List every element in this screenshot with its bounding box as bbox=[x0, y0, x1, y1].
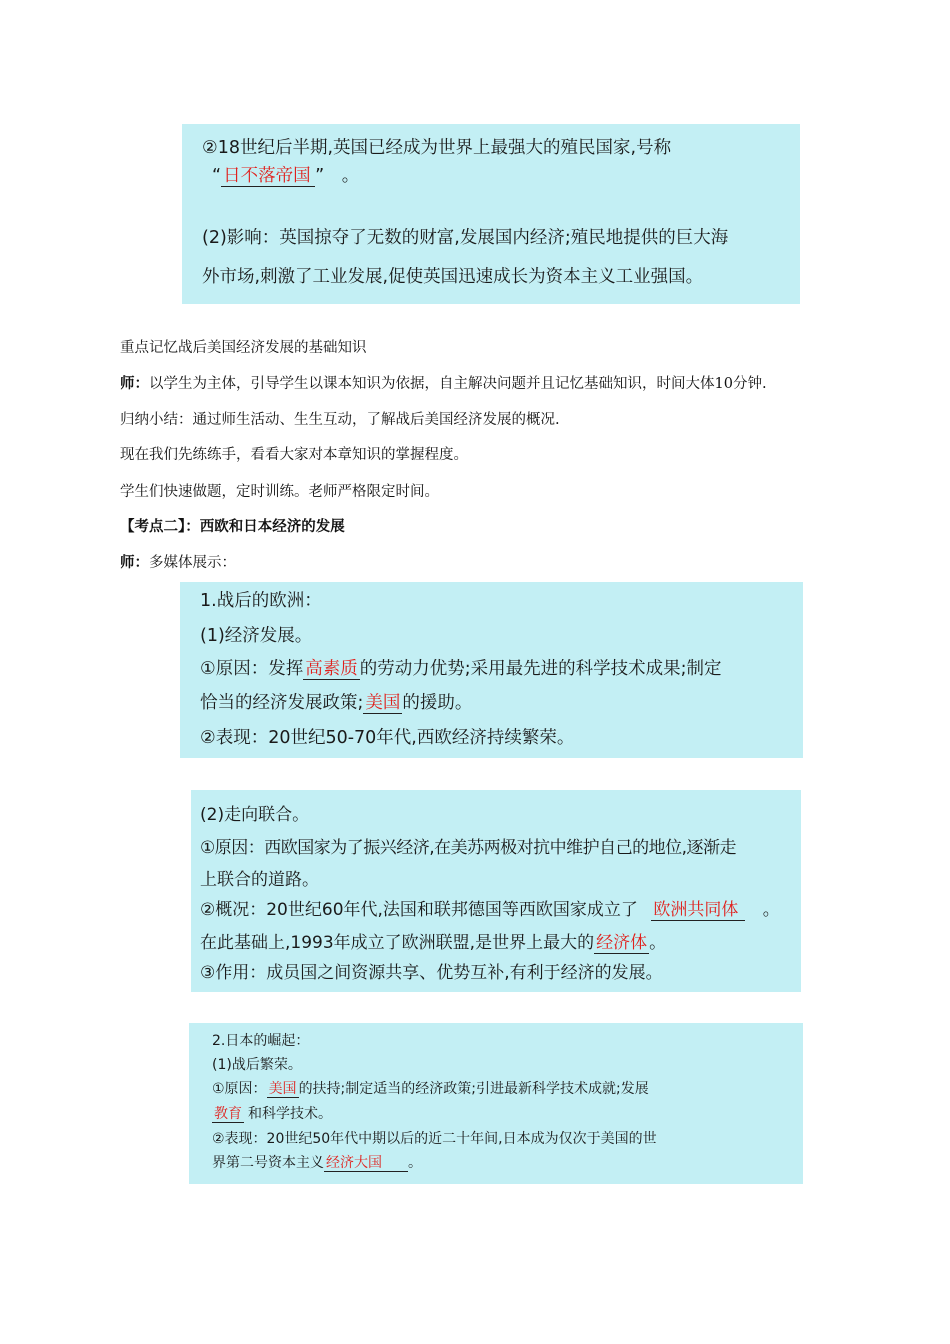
box2-line5: ②表现：20世纪50-70年代,西欧经济持续繁荣。 bbox=[200, 728, 575, 748]
paragraph-key-memory: 重点记忆战后美国经济发展的基础知识 bbox=[120, 340, 367, 356]
paragraph-summary: 归纳小结：通过师生活动、生生互动，了解战后美国经济发展的概况. bbox=[120, 412, 560, 428]
box3-line5: 在此基础上,1993年成立了欧洲联盟,是世界上最大的 经济体 。 bbox=[200, 933, 667, 953]
box4-line6: 界第二号资本主义 经济大国 。 bbox=[212, 1155, 422, 1171]
box2-line1: 1.战后的欧洲： bbox=[200, 591, 322, 611]
paragraph-timed-training: 学生们快速做题，定时训练。老师严格限定时间。 bbox=[120, 484, 439, 500]
box1-line2: “ 日不落帝国 ” 。 bbox=[212, 166, 360, 186]
box3-line1: (2)走向联合。 bbox=[200, 805, 310, 825]
blank-fill: 高素质 bbox=[305, 659, 358, 679]
blank-fill: 日不落帝国 bbox=[221, 167, 315, 187]
box3-line2: ①原因：西欧国家为了振兴经济,在美苏两极对抗中维护自己的地位,逐渐走 bbox=[200, 838, 737, 858]
blank-fill: 美国 bbox=[365, 693, 401, 713]
box4-line3: ①原因： 美国 的扶持;制定适当的经济政策;引进最新科学技术成就;发展 bbox=[212, 1081, 649, 1097]
box1-line3: (2)影响：英国掠夺了无数的财富,发展国内经济;殖民地提供的巨大海 bbox=[202, 228, 729, 248]
box1-line4: 外市场,刺激了工业发展,促使英国迅速成长为资本主义工业强国。 bbox=[202, 267, 704, 287]
box2-line3: ①原因：发挥 高素质 的劳动力优势;采用最先进的科学技术成果;制定 bbox=[200, 659, 722, 679]
box4-line2: (1)战后繁荣。 bbox=[212, 1057, 302, 1073]
slide-japan-rise bbox=[189, 1023, 803, 1184]
box3-line3: 上联合的道路。 bbox=[200, 870, 319, 890]
box3-line6: ③作用：成员国之间资源共享、优势互补,有利于经济的发展。 bbox=[200, 963, 663, 983]
section-heading-exam-point-2: 【考点二】：西欧和日本经济的发展 bbox=[120, 518, 345, 535]
slide-britain-colonial bbox=[182, 124, 800, 304]
paragraph-teacher-guide: 师：以学生为主体，引导学生以课本知识为依据，自主解决问题并且记忆基础知识，时间大体10分钟. bbox=[120, 375, 767, 392]
blank-fill: 教育 bbox=[214, 1106, 242, 1122]
slide-postwar-europe bbox=[180, 582, 803, 758]
box4-line5: ②表现：20世纪50年代中期以后的近二十年间,日本成为仅次于美国的世 bbox=[212, 1131, 657, 1147]
blank-fill: 经济体 bbox=[596, 933, 648, 953]
box2-line2: (1)经济发展。 bbox=[200, 626, 313, 646]
box1-line1: ②18世纪后半期,英国已经成为世界上最强大的殖民国家,号称 bbox=[202, 138, 672, 158]
slide-european-union bbox=[191, 790, 801, 992]
box3-line4: ②概况：20世纪60年代,法国和联邦德国等西欧国家成立了 欧洲共同体 。 bbox=[200, 900, 780, 920]
box4-line1: 2.日本的崛起： bbox=[212, 1033, 310, 1049]
blank-fill: 经济大国 bbox=[324, 1156, 408, 1172]
box2-line4: 恰当的经济发展政策; 美国 的援助。 bbox=[200, 693, 473, 713]
paragraph-multimedia: 师：多媒体展示： bbox=[120, 554, 236, 571]
blank-fill: 美国 bbox=[268, 1081, 297, 1097]
blank-fill: 欧洲共同体 bbox=[651, 901, 745, 921]
box4-line4: 教育 和科学技术。 bbox=[214, 1106, 332, 1122]
paragraph-practice: 现在我们先练练手，看看大家对本章知识的掌握程度。 bbox=[120, 447, 468, 463]
